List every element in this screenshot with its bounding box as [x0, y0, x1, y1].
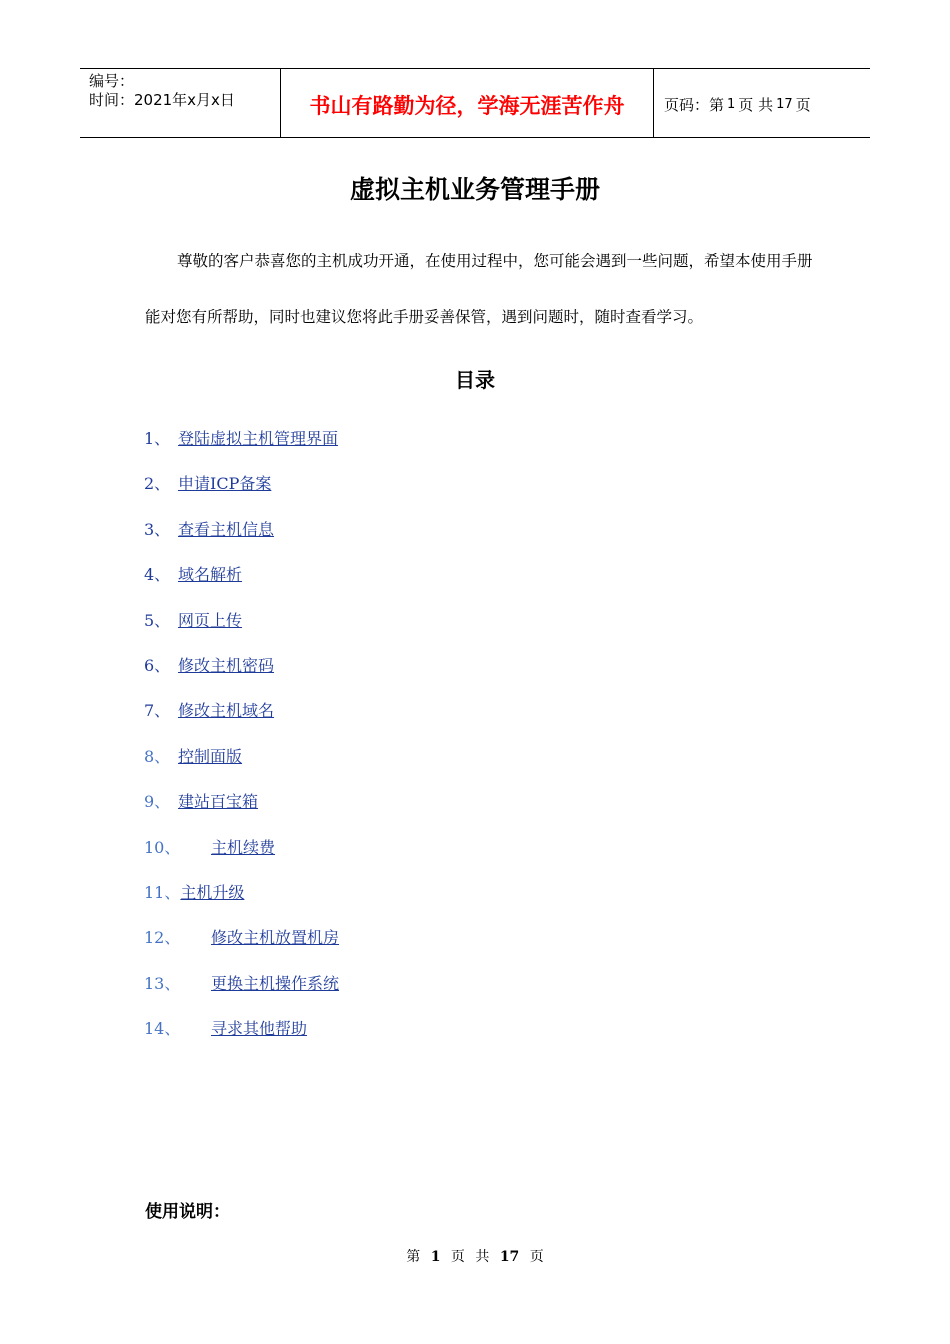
toc-item-number: 14、: [144, 1019, 181, 1039]
toc-item-link[interactable]: 主机升级: [180, 882, 245, 902]
footer-mid: 页 共: [450, 1249, 490, 1265]
footer-suffix: 页: [529, 1249, 544, 1265]
toc-item-link[interactable]: 控制面版: [178, 746, 243, 766]
toc-item-link[interactable]: 网页上传: [178, 610, 243, 630]
toc-item: [144, 654, 339, 699]
toc-item-number: 5、: [144, 610, 171, 630]
toc-item-number: 9、: [144, 792, 171, 812]
intro-paragraph: 尊敬的客户恭喜您的主机成功开通，在使用过程中，您可能会遇到一些问题，希望本使用手册能对您有所帮助，同时也建议您将此手册妥善保管，遇到问题时，随时查看学习。: [145, 252, 813, 326]
header-motto: 书山有路勤为径，学海无涯苦作舟: [281, 69, 654, 137]
toc-item: [144, 1017, 339, 1062]
toc-item-number: 2、: [144, 474, 171, 494]
toc-item-number: 13、: [144, 973, 181, 993]
toc-item: [144, 926, 339, 971]
toc-item-number: 8、: [144, 746, 171, 766]
toc-item-link[interactable]: 寻求其他帮助: [211, 1019, 308, 1039]
toc-item-link[interactable]: 申请ICP备案: [178, 474, 272, 494]
toc-item-number: 10、: [144, 837, 181, 857]
time-label: 时间：2021年x月x日: [89, 91, 235, 109]
page-mid: 页 共: [738, 95, 774, 114]
toc-item-link[interactable]: 修改主机密码: [178, 655, 275, 675]
toc-item-number: 6、: [144, 655, 171, 675]
footer-page: 1: [430, 1249, 441, 1265]
toc-item: [144, 745, 339, 790]
page-suffix: 页: [795, 95, 811, 114]
toc-heading: 目录: [455, 368, 495, 392]
page-prefix: 页码：第: [664, 95, 725, 114]
serial-label: 编号：: [89, 72, 135, 90]
toc-item-link[interactable]: 查看主机信息: [178, 519, 275, 539]
toc-item-number: 7、: [144, 701, 171, 721]
table-of-contents: [144, 427, 339, 1062]
toc-item-link[interactable]: 修改主机放置机房: [211, 928, 340, 948]
header-page-info: [654, 69, 870, 137]
toc-item: [144, 609, 339, 654]
footer-prefix: 第: [406, 1249, 421, 1265]
toc-item-number: 1、: [144, 429, 171, 448]
page-footer: [0, 1246, 950, 1266]
toc-item: [144, 790, 339, 835]
toc-item-link[interactable]: 主机续费: [211, 837, 276, 857]
toc-item: [144, 836, 339, 881]
toc-item-number: 3、: [144, 519, 171, 539]
page-total: 17: [776, 96, 793, 112]
page-number: 1: [727, 96, 736, 112]
document-title: 虚拟主机业务管理手册: [349, 175, 600, 204]
toc-item-number: 11、: [144, 882, 181, 902]
footer-total: 17: [499, 1249, 520, 1265]
toc-item-link[interactable]: 修改主机域名: [178, 701, 275, 721]
toc-item-link[interactable]: 登陆虚拟主机管理界面: [178, 429, 339, 448]
usage-heading: 使用说明：: [145, 1202, 230, 1222]
toc-item: [144, 881, 339, 926]
toc-item: [144, 427, 339, 472]
toc-item: [144, 518, 339, 563]
toc-item: [144, 972, 339, 1017]
toc-item: [144, 472, 339, 517]
toc-item-link[interactable]: 域名解析: [178, 565, 243, 585]
toc-item-number: 12、: [144, 928, 181, 948]
toc-item-link[interactable]: 更换主机操作系统: [211, 973, 340, 993]
header-meta: [80, 69, 281, 137]
toc-item-link[interactable]: 建站百宝箱: [178, 792, 259, 812]
document-header: [80, 68, 870, 138]
toc-item-number: 4、: [144, 565, 171, 585]
toc-item: [144, 699, 339, 744]
toc-item: [144, 563, 339, 608]
